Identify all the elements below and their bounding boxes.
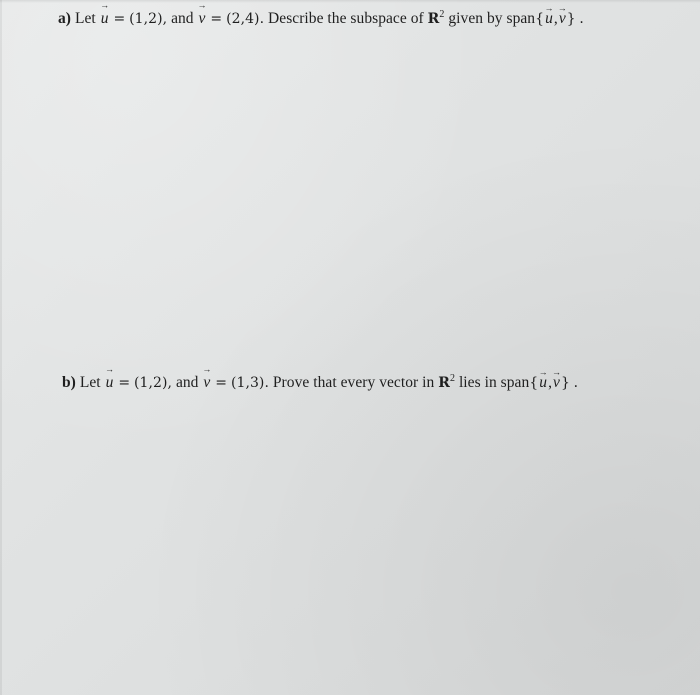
problem-a-v-value: (2,4). [226, 11, 265, 27]
problem-b [62, 373, 578, 393]
problem-b-span-u: → u [538, 373, 548, 393]
problem-b-span-v: → v [552, 373, 561, 393]
problem-a-brace-open: { [535, 11, 545, 27]
problem-a-label: a) [58, 10, 72, 27]
problem-a-span-u: → u [544, 9, 554, 29]
problem-a-period: . [579, 10, 584, 27]
problem-b-brace-open: { [529, 375, 539, 391]
problem-b-and: and [175, 374, 199, 391]
problem-a-u-value: (1,2), [129, 11, 168, 27]
problem-b-period: . [573, 374, 578, 391]
problem-b-brace-close: } [560, 375, 570, 391]
problem-b-equals-v: = [215, 375, 228, 391]
paper-left-edge [0, 0, 2, 695]
problem-a-vector-u: → u [100, 9, 110, 29]
problem-a-tail: given by span [448, 10, 536, 27]
problem-a-span-comma: , [553, 10, 558, 27]
problem-b-vector-u: → u [105, 373, 115, 393]
problem-b-u-value: (1,2), [134, 375, 172, 391]
problem-b-sentence: Prove that every vector in [272, 374, 435, 391]
problem-b-equals-u: = [118, 375, 131, 391]
problem-a-equals-v: = [210, 11, 223, 27]
problem-a-brace-close: } [566, 11, 576, 27]
problem-b-vector-v: → v [202, 373, 211, 393]
problem-a-sentence: Describe the subspace of [268, 10, 424, 27]
problem-b-exponent: 2 [449, 373, 455, 384]
problem-b-label: b) [62, 374, 76, 391]
problem-b-span-comma: , [548, 374, 552, 391]
problem-a-real-space: R [427, 11, 440, 27]
problem-a [58, 9, 584, 29]
problem-b-tail: lies in span [458, 374, 530, 391]
problem-a-and: and [171, 10, 194, 27]
problem-a-exponent: 2 [439, 9, 445, 20]
problem-b-real-space: R [438, 375, 450, 391]
problem-b-let: Let [79, 374, 101, 391]
problem-a-vector-v: → v [198, 9, 207, 29]
problem-b-v-value: (1,3). [231, 375, 269, 391]
problem-a-equals-u: = [113, 11, 126, 27]
problem-a-span-v: → v [558, 9, 567, 29]
problem-a-let: Let [74, 10, 96, 27]
